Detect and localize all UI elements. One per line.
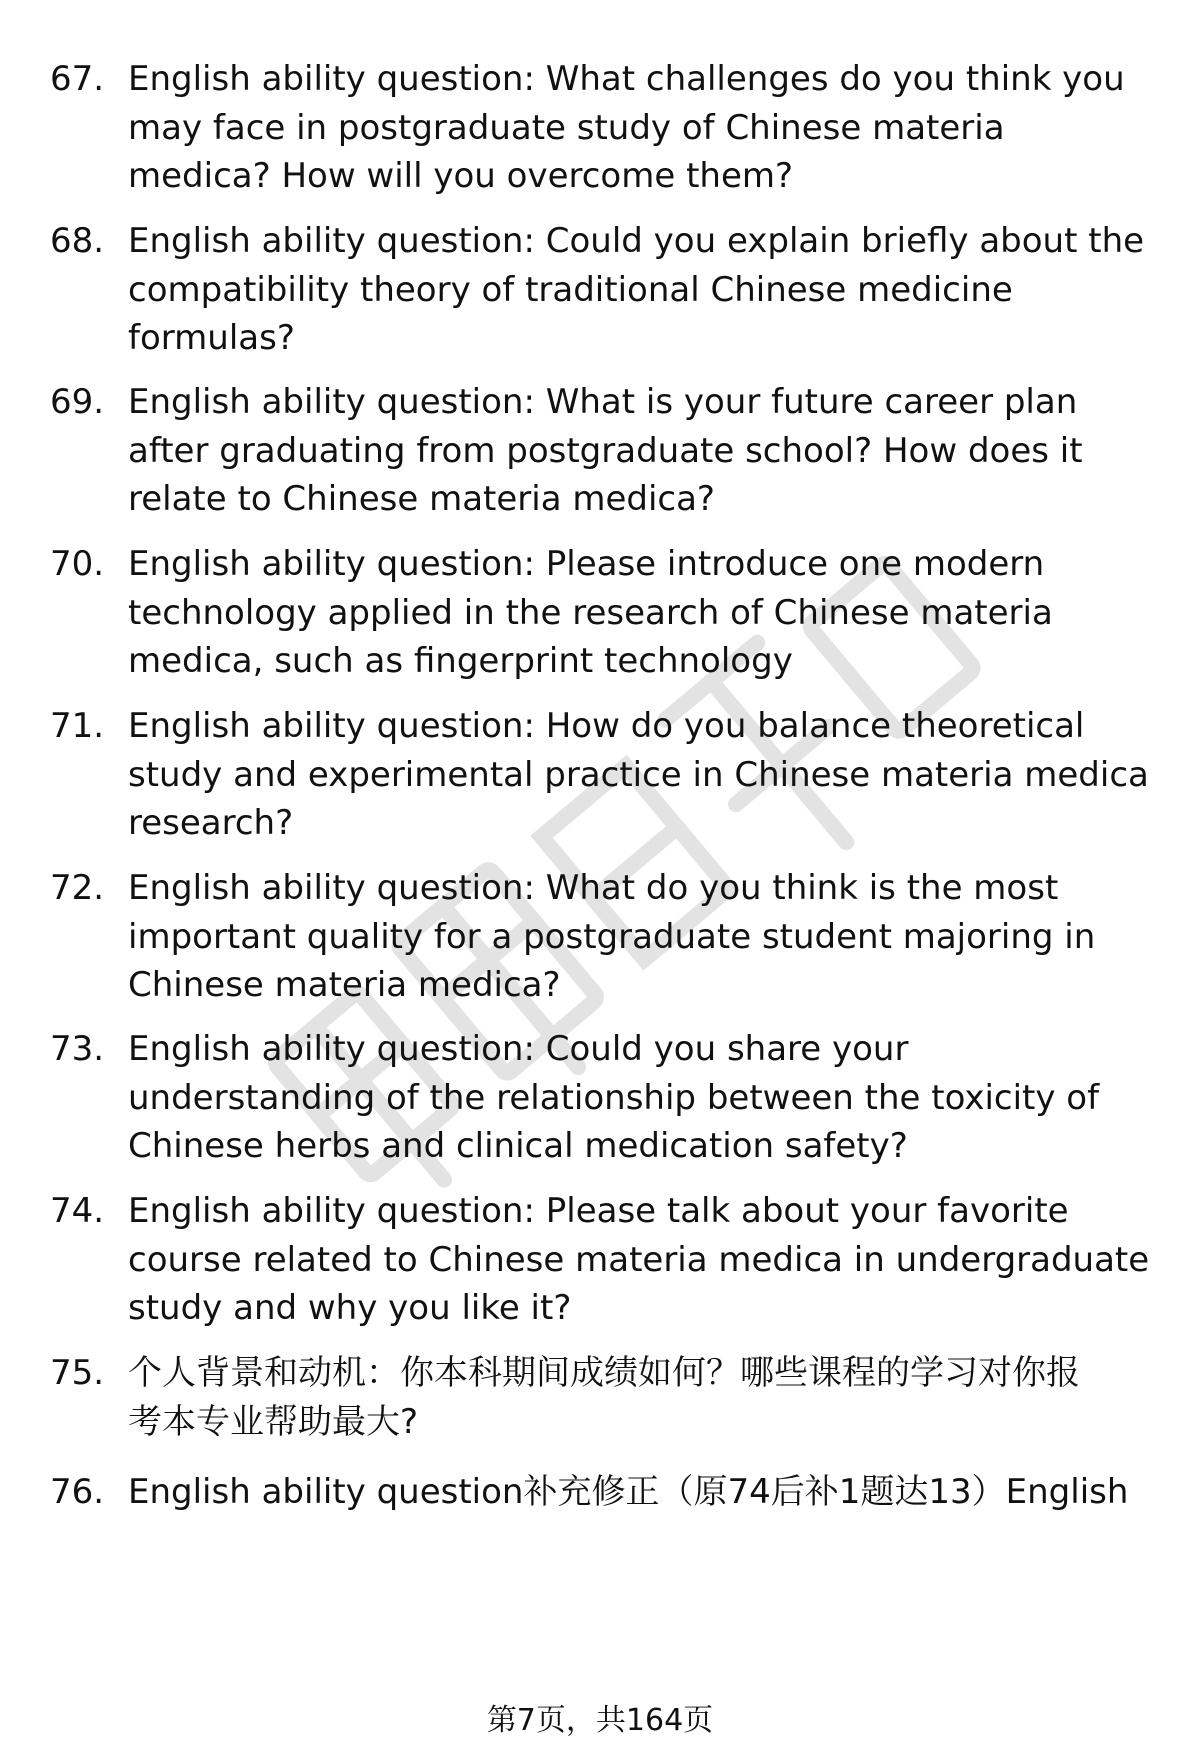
question-text: 个人背景和动机：你本科期间成绩如何？哪些课程的学习对你报 考本专业帮助最大? (128, 1353, 1080, 1442)
question-item (50, 702, 1170, 848)
question-text: English ability question: What is your future career plan after graduating from postgraduate school? How does it relate to Chinese materia medica? (128, 382, 1083, 519)
question-item (50, 1025, 1170, 1171)
question-text: English ability question: Could you explain briefly about the compatibility theory of traditional Chinese medicine formulas? (128, 221, 1145, 358)
question-item (50, 55, 1170, 201)
question-number: 76. (50, 1472, 105, 1512)
question-number: 71. (50, 706, 105, 746)
question-number: 75. (50, 1353, 105, 1393)
question-number: 69. (50, 382, 105, 422)
question-text: English ability question: What do you think is the most important quality for a postgraduate student majoring in Chinese materia medica? (128, 868, 1096, 1005)
question-item (50, 540, 1170, 686)
question-number: 70. (50, 544, 105, 584)
question-text: English ability question: Please introduce one modern technology applied in the research of Chinese materia medica, such as fingerprint technology (128, 544, 1053, 681)
question-text: English ability question: What challenges do you think you may face in postgraduate study of Chinese materia medica? How will you overcome them? (128, 59, 1125, 196)
question-number: 72. (50, 868, 105, 908)
question-item (50, 378, 1170, 524)
question-item (50, 864, 1170, 1010)
page-footer: 第7页，共164页 (486, 1703, 714, 1738)
question-number: 68. (50, 221, 105, 261)
question-item (50, 217, 1170, 363)
question-number: 67. (50, 59, 105, 99)
question-text: English ability question: How do you balance theoretical study and experimental practice in Chinese materia medica research? (128, 706, 1149, 843)
question-text: English ability question: Could you share your understanding of the relationship between the toxicity of Chinese herbs and clinical medication safety? (128, 1029, 1100, 1166)
question-text: English ability question: Please talk about your favorite course related to Chinese materia medica in undergraduate study and why you like it? (128, 1191, 1150, 1328)
question-item (50, 1468, 1170, 1517)
question-item (50, 1187, 1170, 1333)
question-text: English ability question补充修正（原74后补1题达13）English (128, 1472, 1129, 1512)
question-number: 73. (50, 1029, 105, 1069)
question-item (50, 1349, 1170, 1446)
question-number: 74. (50, 1191, 105, 1231)
